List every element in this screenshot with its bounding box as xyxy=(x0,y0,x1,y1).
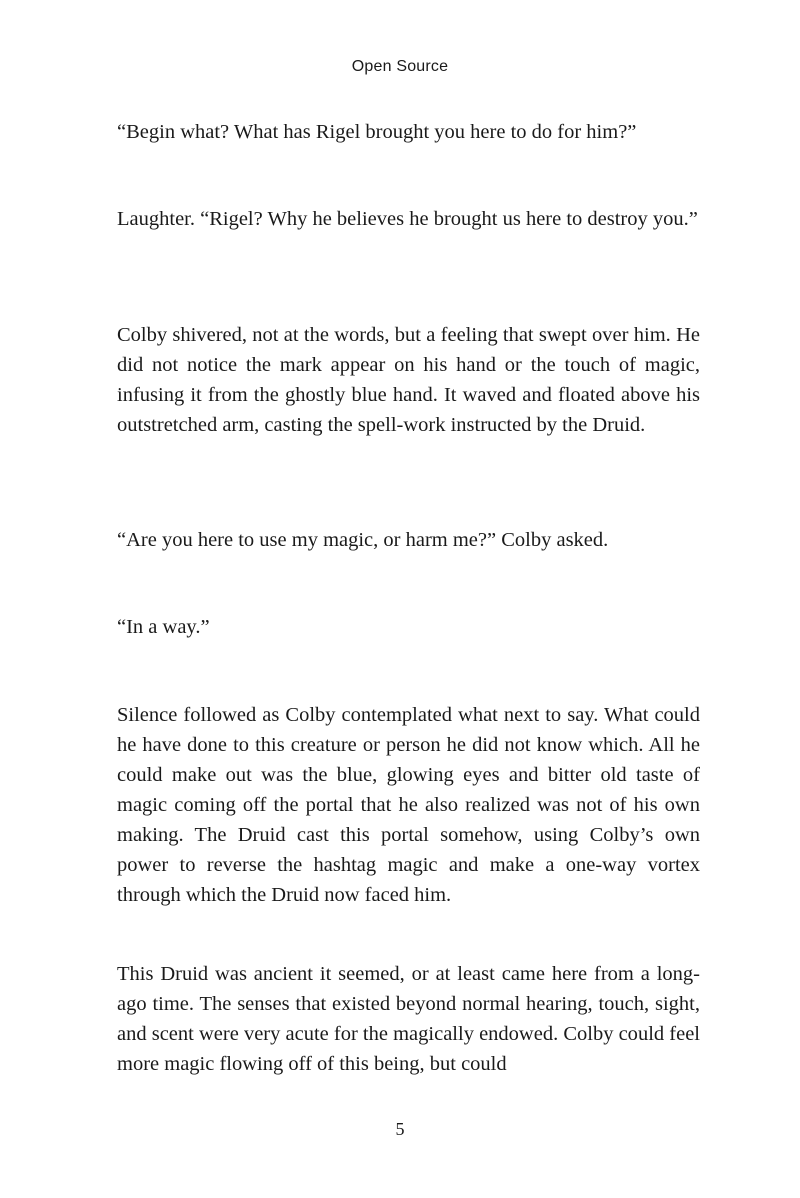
paragraph-3: Colby shivered, not at the words, but a feeling that swept over him. He did not notice the mark appear on his hand or the touch of magic, infusing it from the ghostly blue hand. It waved and floated above his outstretched arm, casting the spell-work instructed by the Druid. xyxy=(117,324,700,436)
running-title: Open Source xyxy=(351,58,449,75)
paragraph-6: Silence followed as Colby contemplated what next to say. What could he have done to this creature or person he did not know which. All he could make out was the blue, glowing eyes and bitter old taste of magic coming off the portal that he also realized was not of his own making. The Druid cast this portal somehow, using Colby’s own power to reverse the hashtag magic and make a one-way vortex through which the Druid now faced him. xyxy=(117,704,700,906)
paragraph-1: “Begin what? What has Rigel brought you here to do for him?” xyxy=(117,121,637,143)
paragraph-2: Laughter. “Rigel? Why he believes he brought us here to destroy you.” xyxy=(117,208,698,230)
paragraph-7: This Druid was ancient it seemed, or at least came here from a long-ago time. The senses that existed beyond normal hearing, touch, sight, and scent were very acute for the magically endowed. Colby could feel more magic flowing off of this being, but could xyxy=(117,963,700,1075)
paragraph-5: “In a way.” xyxy=(117,616,210,638)
paragraph-4: “Are you here to use my magic, or harm me?” Colby asked. xyxy=(117,529,609,551)
page-number: 5 xyxy=(395,1119,405,1139)
